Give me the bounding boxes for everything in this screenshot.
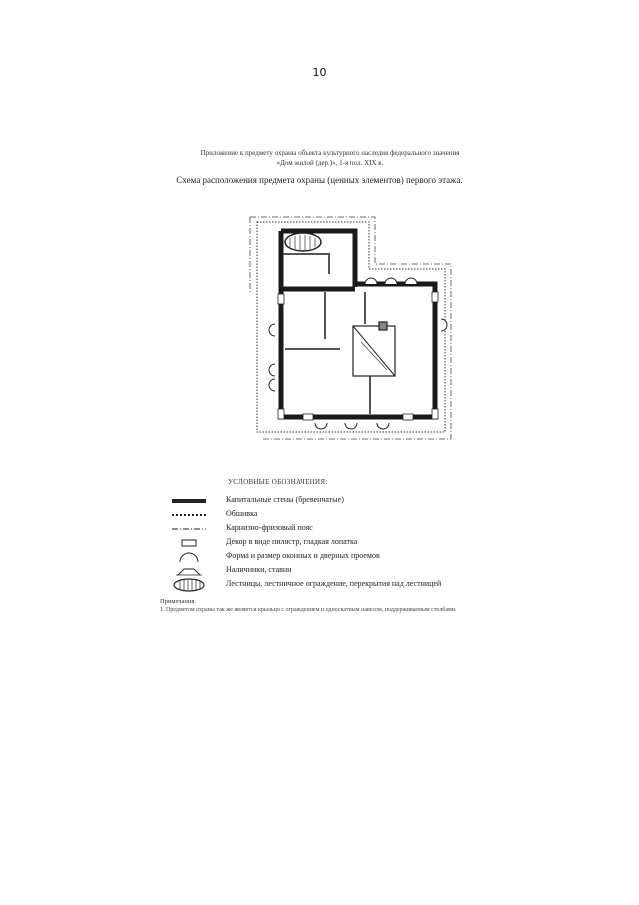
scheme-title: Схема расположения предмета охраны (ценных элементов) первого этажа. [176, 175, 463, 185]
stove [353, 322, 395, 376]
legend-item-cornice-frieze [170, 522, 530, 536]
legend-label: Капитальные стены (бревенчатые) [226, 495, 344, 504]
staircase-icon [170, 578, 210, 592]
legend-title: УСЛОВНЫЕ ОБОЗНАЧЕНИЯ: [228, 478, 328, 486]
appendix-header-line2: «Дом жилой (дер.)», 1-я пол. XIX в. [276, 159, 384, 167]
notes-title: Примечания. [160, 598, 196, 605]
appendix-header-line1: Приложение к предмету охраны объекта культурного наследия федерального значения [200, 149, 460, 157]
legend-label: Лестницы, лестничное ограждение, перекрытия над лестницей [226, 579, 442, 588]
legend-label: Декор в виде пилястр, гладкая лопатка [226, 537, 358, 546]
pilaster-icon [170, 536, 210, 550]
legend-label: Форма и размер оконных и дверных проемов [226, 551, 380, 560]
notes [160, 598, 520, 614]
opening-icon [170, 550, 210, 564]
floor-plan [245, 214, 460, 446]
legend-label: Карнизно-фризовый пояс [226, 523, 313, 532]
legend-item-pilaster [170, 536, 530, 550]
notes-item: 1. Предметом охраны так же является крыльцо с ограждением и односкатным навесом, поддерживаемым столбами. [160, 607, 457, 613]
legend-item-log-walls [170, 494, 530, 508]
legend-label: Обшивка [226, 509, 258, 518]
legend-item-opening [170, 550, 530, 564]
appendix-header [170, 148, 490, 168]
legend-item-staircase [170, 578, 530, 592]
log-walls [281, 231, 435, 417]
staircase-icon [285, 233, 321, 251]
legend-item-casing-shutter [170, 564, 530, 578]
legend-item-cladding [170, 508, 530, 522]
cornice-frieze-icon [170, 522, 210, 536]
cladding-icon [170, 508, 210, 522]
page-number: 10 [312, 66, 327, 79]
legend-label: Наличники, ставни [226, 565, 292, 574]
log-wall-icon [170, 494, 210, 508]
casing-shutter-icon [170, 564, 210, 578]
